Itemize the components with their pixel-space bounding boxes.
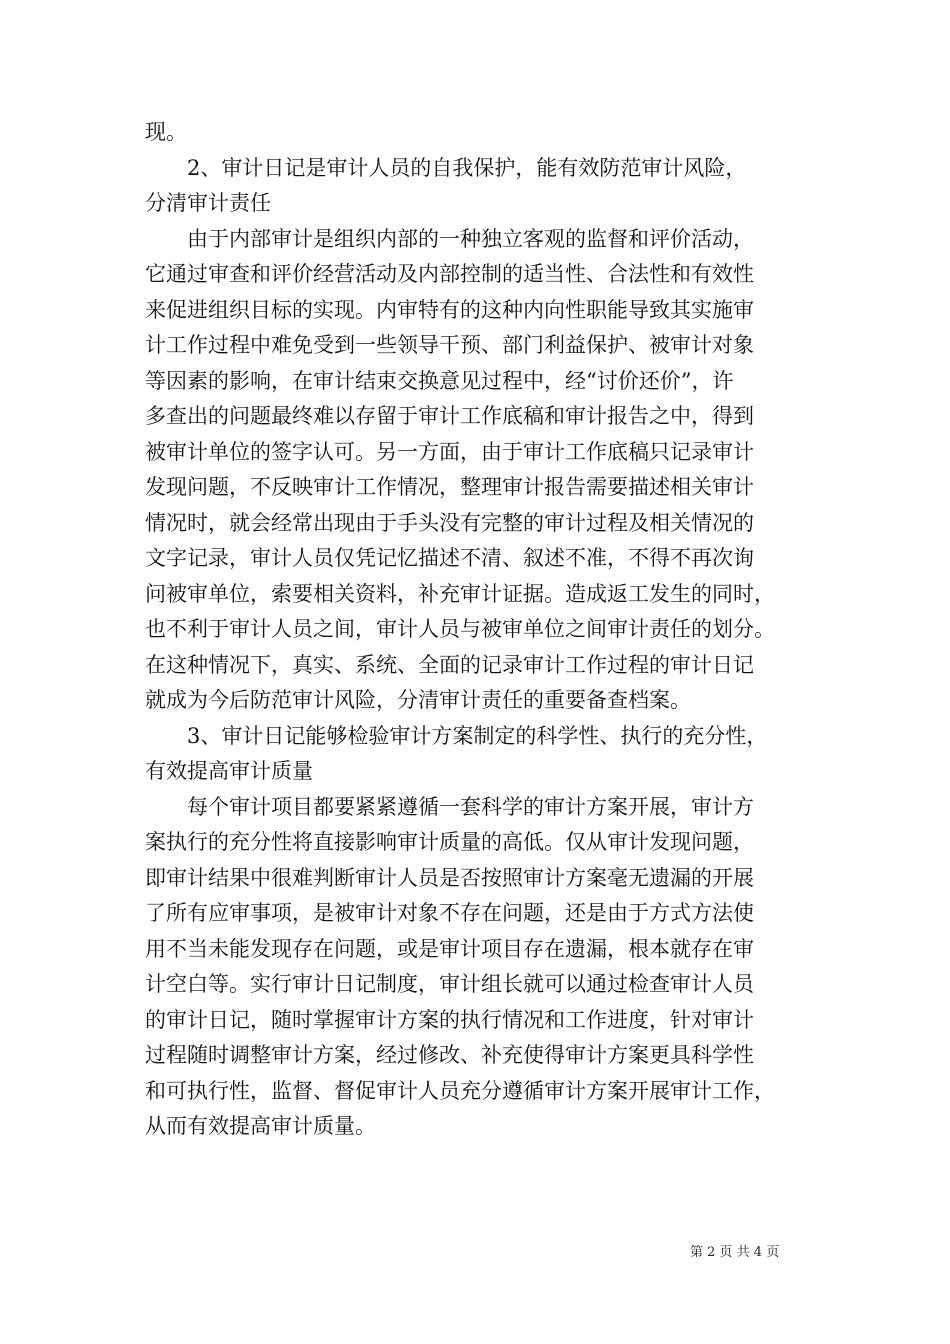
- text-line: 过程随时调整审计方案，经过修改、补充使得审计方案更具科学性: [145, 1043, 754, 1067]
- text-line: 文字记录，审计人员仅凭记忆描述不清、叙述不准，不得不再次询: [145, 546, 754, 570]
- body-text: [145, 115, 810, 1145]
- text-line: 分清审计责任: [145, 191, 271, 215]
- text-line: 发现问题，不反映审计工作情况，整理审计报告需要描述相关审计: [145, 475, 754, 499]
- text-line: 多查出的问题最终难以存留于审计工作底稿和审计报告之中，得到: [145, 404, 754, 428]
- text-line: 即审计结果中很难判断审计人员是否按照审计方案毫无遗漏的开展: [145, 865, 754, 890]
- text-line: 的审计日记，随时掌握审计方案的执行情况和工作进度，针对审计: [145, 1007, 754, 1032]
- text-line: 它通过审查和评价经营活动及内部控制的适当性、合法性和有效性: [145, 262, 754, 286]
- text-line: 来促进组织目标的实现。内审特有的这种内向性职能导致其实施审: [145, 297, 754, 322]
- text-line: 3、审计日记能够检验审计方案制定的科学性、执行的充分性，: [145, 723, 768, 748]
- text-line: 用不当未能发现存在问题，或是审计项目存在遗漏，根本就存在审: [145, 936, 754, 961]
- page-number: 第 2 页 共 4 页: [690, 1245, 780, 1260]
- text-line: 问被审单位，索要相关资料，补充审计证据。造成返工发生的同时，: [145, 581, 775, 606]
- text-line: 每个审计项目都要紧紧遵循一套科学的审计方案开展，审计方: [145, 794, 754, 819]
- text-line: 计工作过程中难免受到一些领导干预、部门利益保护、被审计对象: [145, 333, 754, 357]
- text-line: 了所有应审事项，是被审计对象不存在问题，还是由于方式方法使: [145, 901, 754, 925]
- text-line: 计空白等。实行审计日记制度，审计组长就可以通过检查审计人员: [145, 972, 754, 996]
- text-line: 就成为今后防范审计风险，分清审计责任的重要备查档案。: [145, 688, 691, 712]
- text-line: 在这种情况下，真实、系统、全面的记录审计工作过程的审计日记: [145, 652, 754, 677]
- text-line: 现。: [145, 120, 187, 144]
- text-line: 有效提高审计质量: [145, 759, 313, 783]
- text-line: 案执行的充分性将直接影响审计质量的高低。仅从审计发现问题，: [145, 830, 754, 854]
- text-line: 和可执行性，监督、督促审计人员充分遵循审计方案开展审计工作，: [145, 1078, 775, 1103]
- text-line: 由于内部审计是组织内部的一种独立客观的监督和评价活动，: [145, 226, 754, 251]
- text-line: 等因素的影响，在审计结束交换意见过程中，经“讨价还价”，许: [145, 368, 734, 393]
- text-line: 被审计单位的签字认可。另一方面，由于审计工作底稿只记录审计: [145, 439, 754, 464]
- text-line: 从而有效提高审计质量。: [145, 1114, 376, 1138]
- text-line: 情况时，就会经常出现由于手头没有完整的审计过程及相关情况的: [145, 510, 754, 535]
- text-line: 也不利于审计人员之间，审计人员与被审单位之间审计责任的划分。: [145, 617, 775, 641]
- text-line: 2、审计日记是审计人员的自我保护，能有效防范审计风险，: [145, 155, 747, 180]
